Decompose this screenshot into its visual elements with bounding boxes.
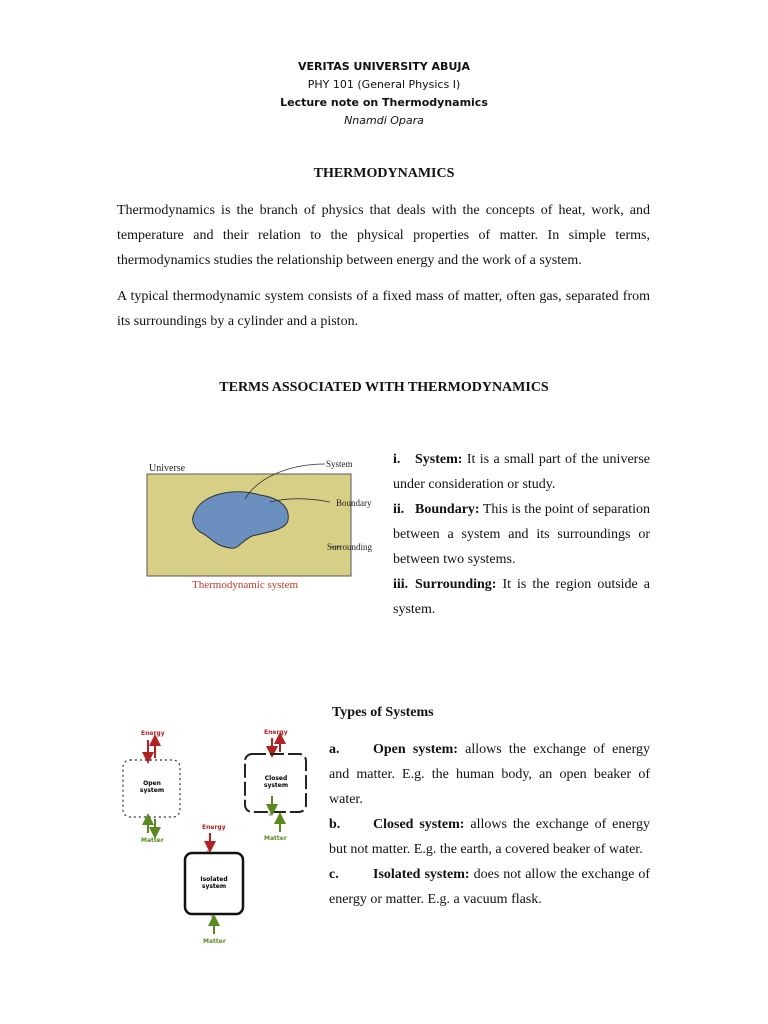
open-system-diagram [123,730,180,844]
type-item-open: a. Open system: allows the exchange of energy and matter. E.g. the human body, an open beaker of water. [329,742,650,807]
section-title-thermodynamics: THERMODYNAMICS [313,166,455,181]
isolated-matter-label: Matter [203,938,226,945]
closed-system-diagram [245,729,306,842]
intro-paragraph: Thermodynamics is the branch of physics that deals with the concepts of heat, work, and temperature and their relation to the physical properties of matter. In simple terms, thermodynamics studies the relationship between energy and the work of a system. [117,203,650,268]
open-matter-label: Matter [141,837,164,844]
isolated-energy-label: Energy [202,824,226,831]
thermodynamic-system-diagram [140,452,380,594]
closed-system-label-2: system [263,782,289,789]
course-title: PHY 101 (General Physics I) [307,78,461,91]
closed-matter-label: Matter [264,835,287,842]
isolated-system-diagram [185,824,243,945]
terms-list [393,447,650,622]
isolated-system-label-2: system [201,883,227,890]
type-item-isolated: c. Isolated system: does not allow the exchange of energy or matter. E.g. a vacuum flask. [329,867,651,907]
types-of-systems-diagram [112,722,317,947]
open-energy-label: Energy [141,730,165,737]
system-paragraph: A typical thermodynamic system consists of a fixed mass of matter, often gas, separated from its surroundings by a cylinder and a piston. [117,289,650,329]
section-title-types: Types of Systems [332,705,434,720]
author-name: Nnamdi Opara [344,114,424,127]
lecture-note-title: Lecture note on Thermodynamics [280,96,488,109]
closed-system-label-1: Closed [264,775,288,782]
system-label: System [326,459,353,469]
section-title-terms: TERMS ASSOCIATED WITH THERMODYNAMICS [219,380,549,395]
types-list [329,737,650,912]
term-item-boundary: ii. Boundary: This is the point of separation between a system and its surroundings or between two systems. [393,502,650,567]
term-item-system: i. System: It is a small part of the universe under consideration or study. [393,452,650,492]
closed-matter-block-mark: × [268,811,272,819]
isolated-system-label-1: Isolated [200,876,228,883]
boundary-label: Boundary [336,498,372,508]
diagram-caption: Thermodynamic system [192,579,299,591]
isolated-energy-block-mark: × [206,848,210,856]
isolated-matter-block-mark: × [210,913,214,921]
type-item-closed: b. Closed system: allows the exchange of energy but not matter. E.g. the earth, a covered beaker of water. [329,817,650,857]
institution-name: VERITAS UNIVERSITY ABUJA [298,60,470,73]
surrounding-label: Surrounding [327,542,372,552]
open-system-label-1: Open [143,780,161,787]
universe-label: Universe [149,463,186,474]
term-item-surrounding: iii. Surrounding: It is the region outside a system. [393,577,650,617]
closed-energy-label: Energy [264,729,288,736]
open-system-label-2: system [139,787,165,794]
